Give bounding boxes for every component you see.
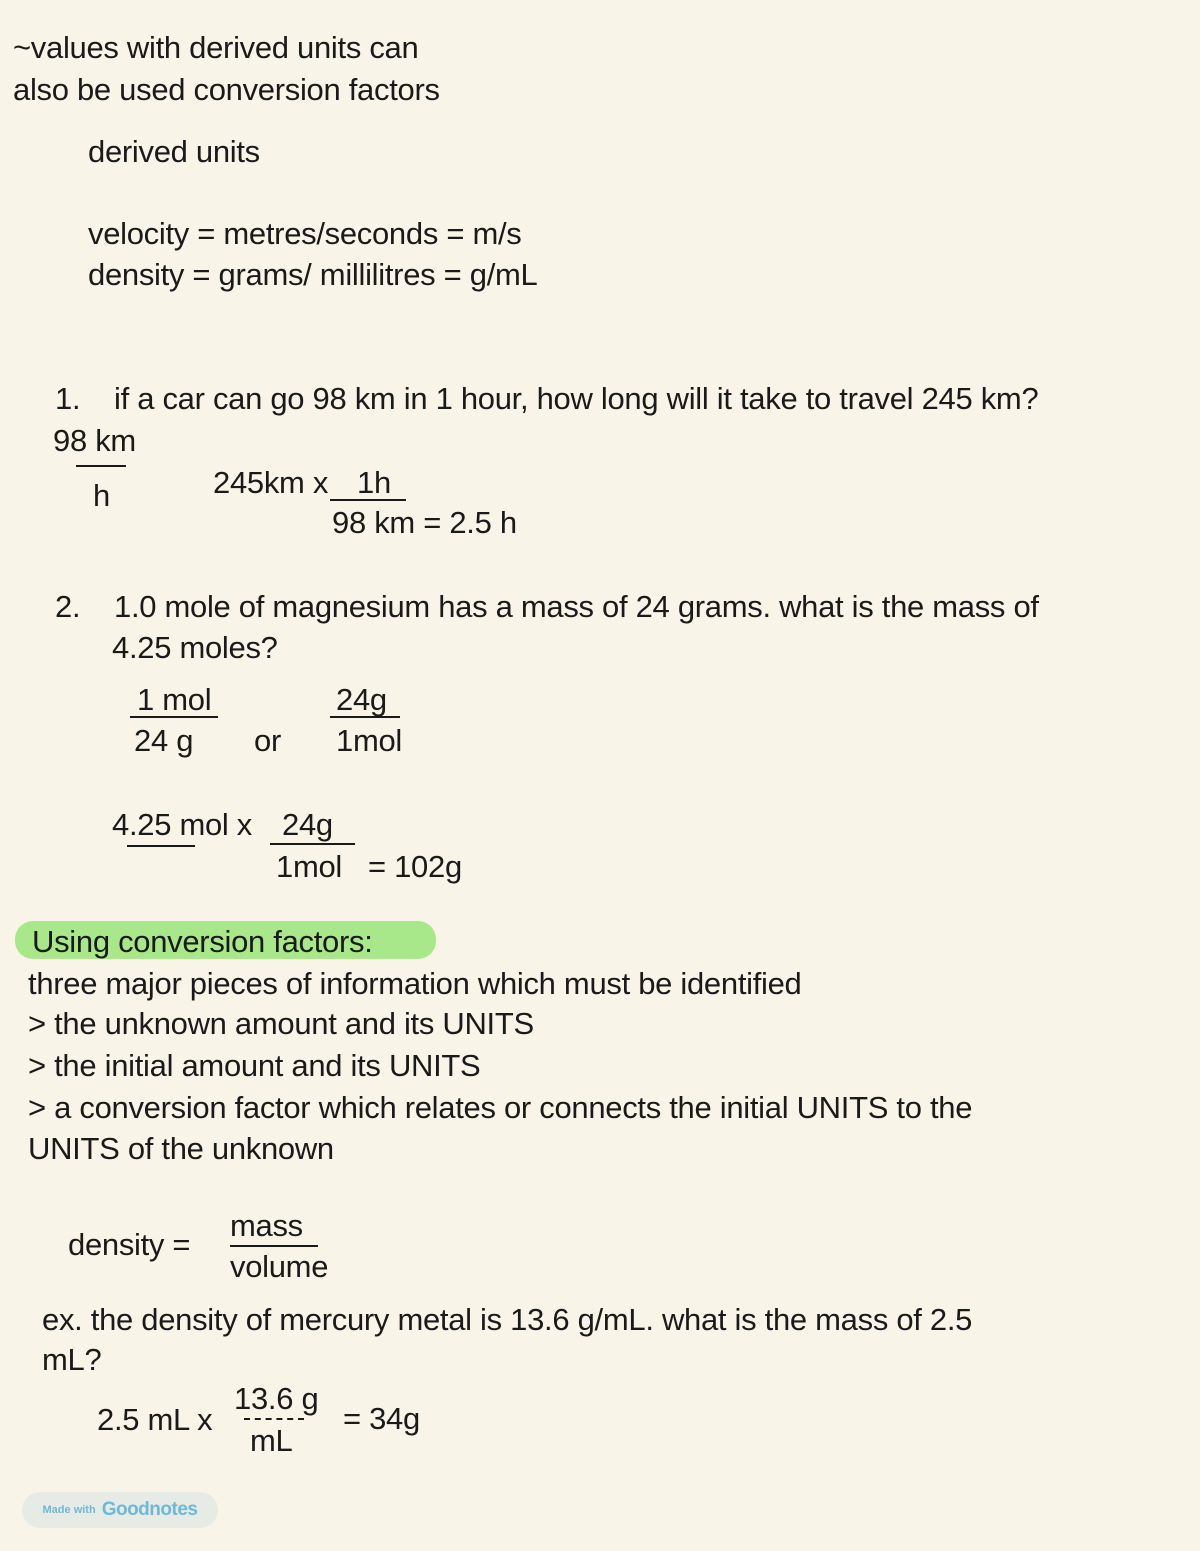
q1-calc-numerator: 1h xyxy=(357,465,391,500)
q1-calc-bar xyxy=(330,499,406,501)
density-formula-lhs: density = xyxy=(68,1227,191,1262)
example-calc-denominator: mL xyxy=(250,1423,293,1458)
using-line-4: > a conversion factor which relates or connects the initial UNITS to the xyxy=(28,1090,973,1125)
example-calc-result: = 34g xyxy=(343,1401,420,1436)
q2-calc-numerator: 24g xyxy=(282,807,333,842)
q2-or: or xyxy=(254,723,281,758)
q1-fraction-top: 98 km xyxy=(53,423,136,458)
using-line-2: > the unknown amount and its UNITS xyxy=(28,1006,534,1041)
q2-calc-mol-underline xyxy=(127,845,195,847)
q2-calc-result: = 102g xyxy=(368,849,462,884)
q2-factor1-bottom: 24 g xyxy=(134,723,194,758)
badge-brand: Goodnotes xyxy=(101,1499,198,1520)
q2-factor1-top: 1 mol xyxy=(137,682,212,717)
q2-number: 2. xyxy=(55,589,81,624)
intro-line-2: also be used conversion factors xyxy=(13,72,440,107)
q2-calc-bar xyxy=(270,843,355,845)
q1-calc-result: 98 km = 2.5 h xyxy=(332,505,517,540)
q1-calc-left: 245km x xyxy=(213,465,329,500)
q2-calc-denominator: 1mol xyxy=(276,849,342,884)
velocity-definition: velocity = metres/seconds = m/s xyxy=(88,216,522,251)
density-definition: density = grams/ millilitres = g/mL xyxy=(88,257,538,292)
q2-factor2-bar xyxy=(330,716,400,718)
q2-factor1-bar xyxy=(130,716,218,718)
using-heading: Using conversion factors: xyxy=(32,924,373,959)
q2-question-line-2: 4.25 moles? xyxy=(112,630,278,665)
q2-calc-left: 4.25 mol x xyxy=(112,807,253,842)
example-calc-bar xyxy=(244,1418,304,1420)
example-calc-left: 2.5 mL x xyxy=(97,1402,213,1437)
q1-fraction-bar xyxy=(76,465,126,467)
density-formula-numerator: mass xyxy=(230,1208,303,1243)
goodnotes-badge xyxy=(22,1492,218,1528)
q1-number: 1. xyxy=(55,381,81,416)
example-line-2: mL? xyxy=(42,1342,102,1377)
q2-factor2-top: 24g xyxy=(336,682,387,717)
q1-fraction-bottom: h xyxy=(93,478,110,513)
q1-question: if a car can go 98 km in 1 hour, how long will it take to travel 245 km? xyxy=(114,381,1039,416)
intro-line-1: ~values with derived units can xyxy=(13,30,419,65)
using-line-3: > the initial amount and its UNITS xyxy=(28,1048,481,1083)
badge-made-with: Made with xyxy=(42,1504,96,1516)
using-line-1: three major pieces of information which must be identified xyxy=(28,966,802,1001)
derived-units-heading: derived units xyxy=(88,134,260,169)
using-line-5: UNITS of the unknown xyxy=(28,1131,334,1166)
example-line-1: ex. the density of mercury metal is 13.6 g/mL. what is the mass of 2.5 xyxy=(42,1302,973,1337)
density-formula-denominator: volume xyxy=(230,1249,329,1284)
example-calc-numerator: 13.6 g xyxy=(234,1381,319,1416)
q2-factor2-bottom: 1mol xyxy=(336,723,402,758)
q2-question-line-1: 1.0 mole of magnesium has a mass of 24 grams. what is the mass of xyxy=(114,589,1039,624)
density-formula-bar xyxy=(230,1245,318,1247)
